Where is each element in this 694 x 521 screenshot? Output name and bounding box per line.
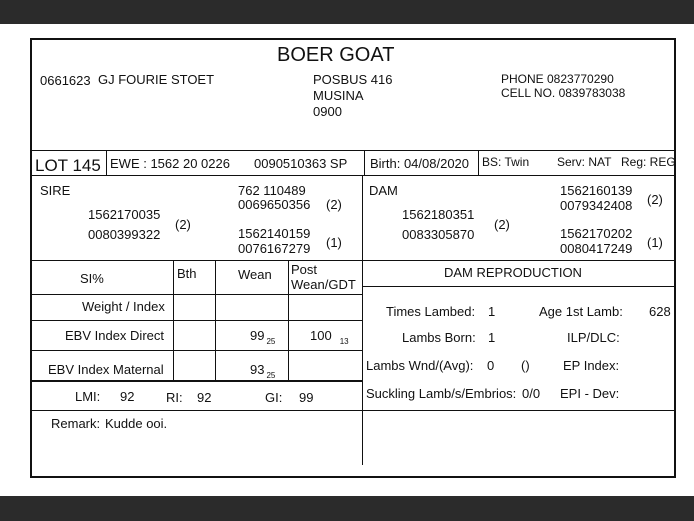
ebv-direct-label: EBV Index Direct — [65, 328, 164, 343]
gi-label: GI: — [265, 390, 283, 405]
remark-label: Remark: — [51, 416, 101, 431]
ebv-direct-wean: 99 $_{25}$ — [250, 328, 276, 346]
sire-dam-id-1: 1562140159 — [238, 226, 311, 241]
divider-header — [32, 150, 674, 151]
lot-card — [30, 38, 676, 478]
divider-pedigree — [32, 260, 674, 261]
ep-index-label: EP Index: — [563, 358, 620, 373]
dam-id-2: 0083305870 — [402, 227, 475, 242]
lmi-value: 92 — [120, 389, 135, 404]
service-type: Serv: NAT — [557, 155, 612, 169]
dam-sire-id-2: 0079342408 — [560, 198, 633, 213]
lambs-born-value: 1 — [488, 330, 496, 345]
divider — [478, 150, 479, 175]
address-line-2: MUSINA — [313, 88, 364, 103]
lot-number: LOT 145 — [35, 156, 101, 175]
divider-lot — [32, 175, 674, 176]
sire-count: (2) — [175, 217, 191, 232]
suckling-value: 0/0 — [522, 386, 541, 401]
gi-value: 99 — [299, 390, 314, 405]
divider — [32, 350, 362, 351]
age-first-lamb-label: Age 1st Lamb: — [539, 304, 623, 319]
ri-value: 92 — [197, 390, 212, 405]
wean-header: Wean — [238, 267, 272, 282]
weight-index-label: Weight / Index — [82, 299, 165, 314]
sire-id-1: 1562170035 — [88, 207, 161, 222]
sire-sire-count: (2) — [326, 197, 342, 212]
registration: Reg: REG — [621, 155, 676, 169]
sire-id-2: 0080399322 — [88, 227, 161, 242]
ebv-maternal-wean: 93 $_{25}$ — [250, 362, 276, 380]
sire-label: SIRE — [40, 183, 71, 198]
dam-count: (2) — [494, 217, 510, 232]
dam-label: DAM — [369, 183, 398, 198]
animal-id: 0090510363 SP — [254, 156, 348, 171]
times-lambed-value: 1 — [488, 304, 496, 319]
ewe-number: EWE : 1562 20 0226 — [110, 156, 230, 171]
divider — [32, 320, 362, 321]
post-header-2: Wean/GDT — [291, 277, 356, 292]
sire-dam-id-2: 0076167279 — [238, 241, 311, 256]
sire-sire-id-2: 0069650356 — [238, 197, 311, 212]
divider-remark — [32, 410, 674, 411]
address-line-1: POSBUS 416 — [313, 72, 393, 87]
sire-dam-count: (1) — [326, 235, 342, 250]
divider — [32, 380, 362, 382]
breeder-code: 0661623 — [40, 73, 91, 88]
remark-text: Kudde ooi. — [105, 416, 168, 431]
dam-id-1: 1562180351 — [402, 207, 475, 222]
dam-reproduction-title: DAM REPRODUCTION — [444, 265, 582, 280]
dam-sire-id-1: 1562160139 — [560, 183, 633, 198]
dam-dam-id-2: 0080417249 — [560, 241, 633, 256]
ri-label: RI: — [166, 390, 183, 405]
dam-sire-count: (2) — [647, 192, 663, 207]
ebv-maternal-label: EBV Index Maternal — [48, 362, 164, 377]
si-header: SI% — [80, 271, 104, 286]
divider — [362, 286, 674, 287]
ilp-dlc-label: ILP/DLC: — [567, 330, 620, 345]
page-title: BOER GOAT — [277, 44, 395, 66]
address-line-3: 0900 — [313, 104, 342, 119]
cell-number: CELL NO. 0839783038 — [501, 86, 626, 100]
center-divider — [362, 175, 363, 465]
lambs-weaned-value: 0 — [487, 358, 495, 373]
birth-date: Birth: 04/08/2020 — [370, 156, 470, 171]
lmi-label: LMI: — [75, 389, 101, 404]
times-lambed-label: Times Lambed: — [386, 304, 476, 319]
post-header: Post — [291, 262, 318, 277]
breeder-name: GJ FOURIE STOET — [98, 72, 215, 87]
bth-header: Bth — [177, 266, 197, 281]
suckling-label: Suckling Lamb/s/Embrios: — [366, 386, 517, 401]
sire-sire-id-1: 762 110489 — [238, 183, 306, 198]
dam-dam-count: (1) — [647, 235, 663, 250]
lambs-weaned-label: Lambs Wnd/(Avg): — [366, 358, 474, 373]
age-first-lamb-value: 628 — [649, 304, 671, 319]
dam-dam-id-1: 1562170202 — [560, 226, 633, 241]
phone-number: PHONE 0823770290 — [501, 72, 614, 86]
divider — [32, 294, 362, 295]
page-background — [0, 24, 694, 496]
divider — [106, 150, 107, 175]
epi-dev-label: EPI - Dev: — [560, 386, 620, 401]
lambs-weaned-avg: () — [521, 358, 530, 373]
birth-status: BS: Twin — [482, 155, 530, 169]
divider — [364, 150, 365, 175]
ebv-direct-post: 100 $_{13}$ — [310, 328, 349, 346]
lambs-born-label: Lambs Born: — [402, 330, 476, 345]
